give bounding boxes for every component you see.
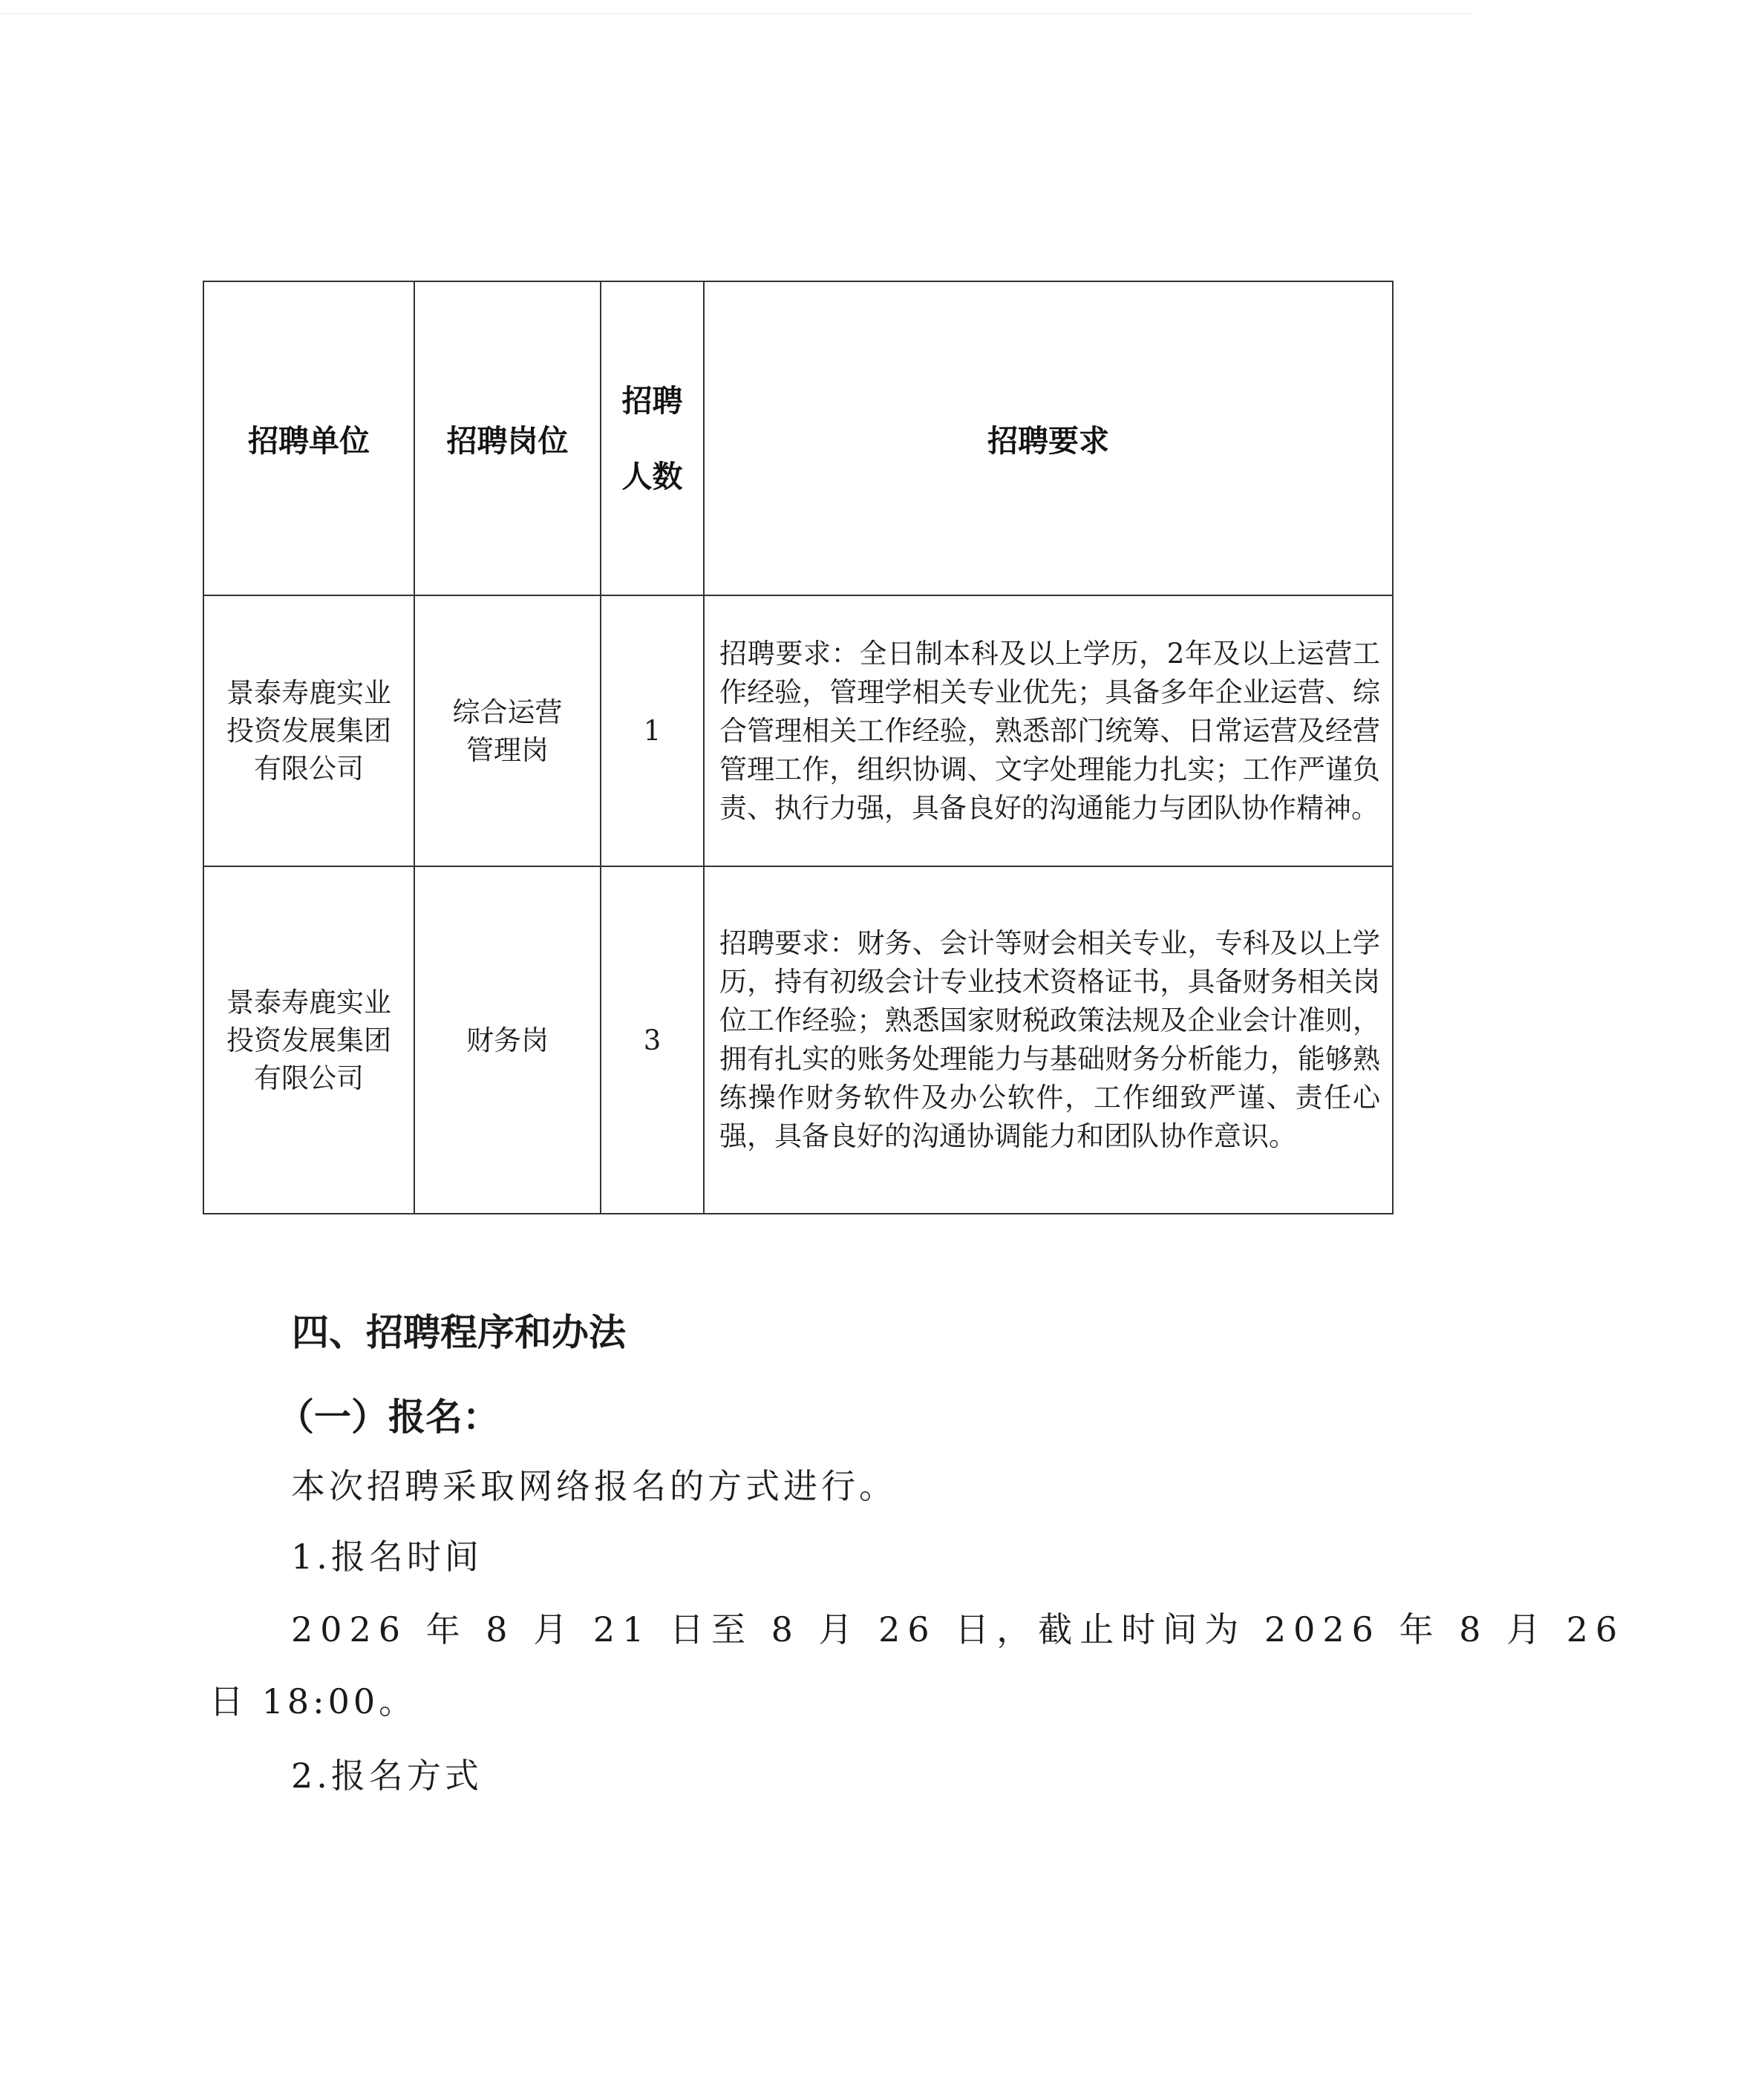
- cell-unit: 景泰寿鹿实业投资发展集团有限公司: [203, 595, 414, 866]
- table-row: [203, 866, 1393, 1214]
- cell-unit: 景泰寿鹿实业投资发展集团有限公司: [203, 866, 414, 1214]
- page-top-rule: [0, 13, 1472, 14]
- table-header-row: [203, 281, 1393, 595]
- time-title: 1.报名时间: [291, 1537, 483, 1577]
- time-text-line-2: 日 18:00。: [209, 1681, 417, 1721]
- cell-count: 3: [601, 866, 704, 1214]
- recruitment-table: [203, 281, 1394, 1214]
- intro-paragraph: 本次招聘采取网络报名的方式进行。: [291, 1466, 897, 1506]
- header-count-line1: 招聘: [621, 382, 683, 419]
- header-count: [601, 281, 704, 595]
- cell-count: 1: [601, 595, 704, 866]
- cell-position: 财务岗: [414, 866, 601, 1214]
- cell-position: 综合运营管理岗: [414, 595, 601, 866]
- section-heading: 四、招聘程序和办法: [292, 1311, 626, 1354]
- method-title: 2.报名方式: [291, 1756, 483, 1796]
- header-unit: 招聘单位: [203, 281, 414, 595]
- header-position: 招聘岗位: [414, 281, 601, 595]
- time-text-line-1: 2026 年 8 月 21 日至 8 月 26 日，截止时间为 2026 年 8 月 26: [291, 1609, 1625, 1649]
- cell-requirements: 招聘要求：全日制本科及以上学历，2年及以上运营工作经验，管理学相关专业优先；具备多年企业运营、综合管理相关工作经验，熟悉部门统筹、日常运营及经营管理工作，组织协调、文字处理能力扎实；工作严谨负责、执行力强，具备良好的沟通能力与团队协作精神。: [704, 595, 1393, 866]
- cell-requirements: 招聘要求：财务、会计等财会相关专业，专科及以上学历，持有初级会计专业技术资格证书，具备财务相关岗位工作经验；熟悉国家财税政策法规及企业会计准则，拥有扎实的账务处理能力与基础财务分析能力，能够熟练操作财务软件及办公软件，工作细致严谨、责任心强，具备良好的沟通协调能力和团队协作意识。: [704, 866, 1393, 1214]
- section-subheading: （一）报名：: [277, 1396, 500, 1439]
- header-count-line2: 人数: [621, 458, 683, 494]
- header-requirements: 招聘要求: [704, 281, 1393, 595]
- table-row: [203, 595, 1393, 866]
